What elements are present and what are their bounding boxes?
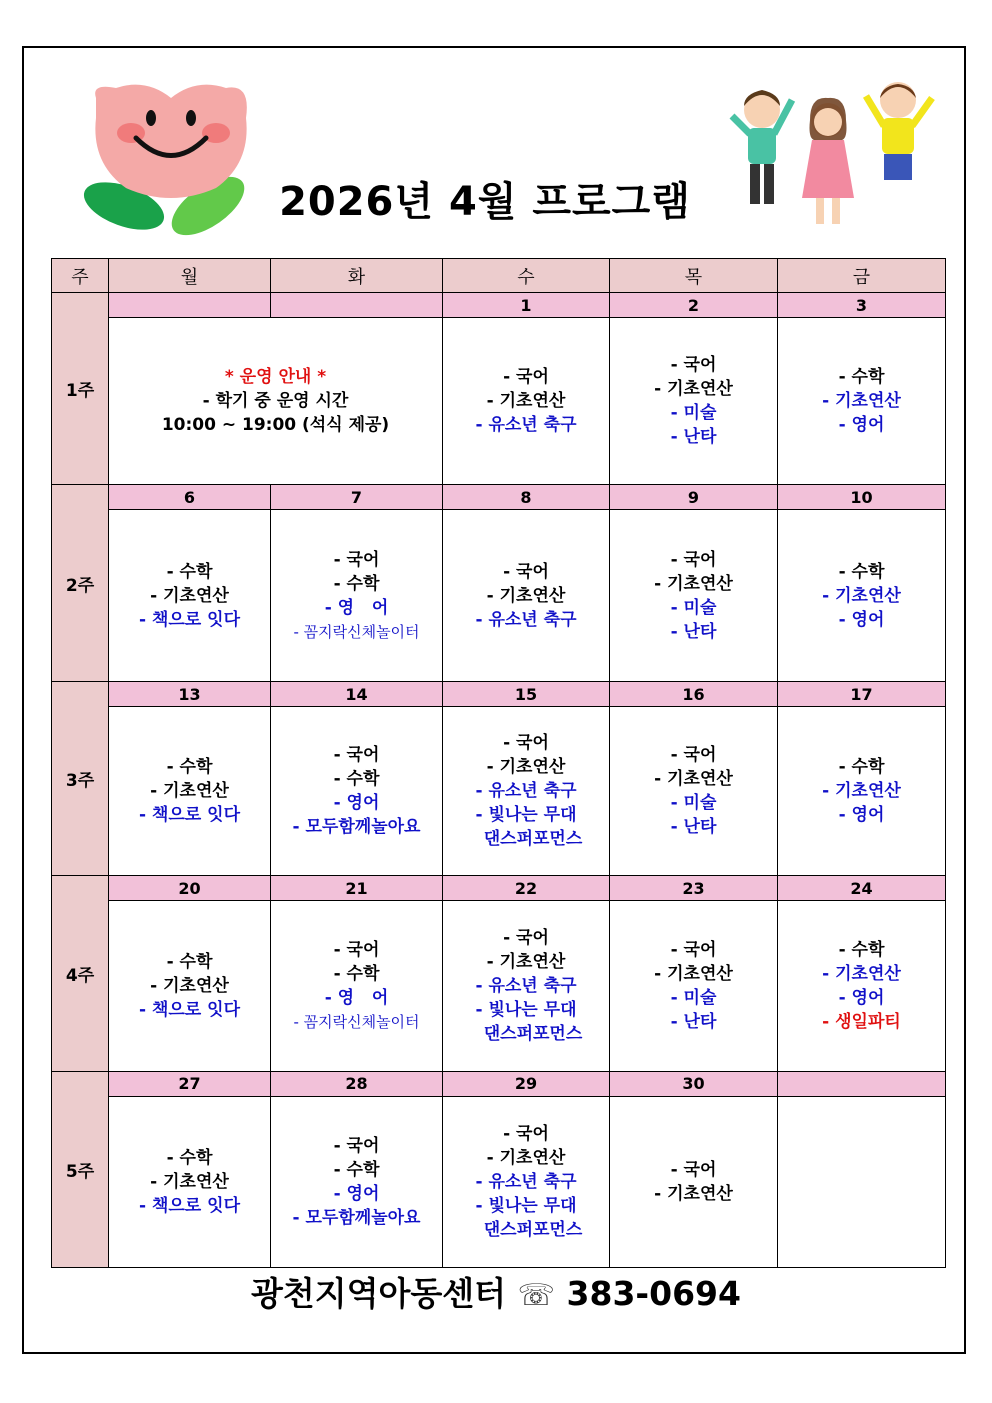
program-cell xyxy=(778,707,946,876)
program-item: - 국어 xyxy=(503,367,549,388)
program-item: - 국어 xyxy=(333,549,380,570)
date-cell: 16 xyxy=(610,682,778,707)
week5-date-row xyxy=(52,1071,946,1096)
program-item: - 유소년 축구 xyxy=(475,1172,577,1193)
week2-date-row xyxy=(52,485,946,510)
program-item: - 모두함께놀아요 xyxy=(292,1208,421,1229)
flower-icon xyxy=(76,78,256,243)
date-cell: 13 xyxy=(109,682,271,707)
program-item: - 미술 xyxy=(670,597,717,618)
program-cell xyxy=(271,1097,443,1268)
program-item: - 국어 xyxy=(333,940,380,960)
program-item: - 국어 xyxy=(670,355,717,376)
program-item: - 기초연산 xyxy=(150,1172,229,1193)
program-item: - 난타 xyxy=(670,817,717,838)
program-item: - 유소년 축구 xyxy=(475,976,577,996)
notice-cell xyxy=(109,318,443,485)
date-cell: 21 xyxy=(271,875,443,900)
date-cell: 14 xyxy=(271,682,443,707)
week1-program-row xyxy=(52,318,946,485)
date-cell: 30 xyxy=(610,1071,778,1096)
header-row xyxy=(52,259,946,293)
program-item: - 책으로 잇다 xyxy=(138,1000,240,1020)
center-name: 광천지역아동센터 xyxy=(251,1274,507,1313)
program-cell xyxy=(610,318,778,485)
program-cell xyxy=(610,1097,778,1268)
date-cell: 2 xyxy=(610,293,778,318)
program-item: - 기초연산 xyxy=(654,769,733,790)
date-cell: 7 xyxy=(271,485,443,510)
program-item: - 모두함께놀아요 xyxy=(292,817,421,838)
program-item: - 영 어 xyxy=(324,597,389,618)
program-item: - 영 어 xyxy=(324,988,389,1008)
date-cell: 29 xyxy=(443,1071,610,1096)
week-label: 3주 xyxy=(52,682,109,876)
program-item: - 기초연산 xyxy=(150,976,229,996)
header-wed: 수 xyxy=(443,259,610,293)
date-cell: 17 xyxy=(778,682,946,707)
date-cell: 1 xyxy=(443,293,610,318)
header-tue: 화 xyxy=(271,259,443,293)
week2-program-row xyxy=(52,510,946,682)
notice-line: 10:00 ~ 19:00 (석식 제공) xyxy=(161,415,390,436)
page-title: 2026년 4월 프로그램 xyxy=(279,179,691,225)
program-item: - 생일파티 xyxy=(822,1012,901,1032)
date-cell xyxy=(778,1071,946,1096)
program-item: - 국어 xyxy=(670,940,717,960)
program-item: - 기초연산 xyxy=(822,781,901,802)
week-label: 2주 xyxy=(52,485,109,682)
date-cell: 6 xyxy=(109,485,271,510)
program-item: - 기초연산 xyxy=(486,952,566,972)
date-cell: 3 xyxy=(778,293,946,318)
week-label: 4주 xyxy=(52,875,109,1071)
program-item: - 수학 xyxy=(166,561,213,582)
date-cell: 28 xyxy=(271,1071,443,1096)
date-cell: 15 xyxy=(443,682,610,707)
program-item: - 국어 xyxy=(670,745,717,766)
program-item: - 영어 xyxy=(838,609,885,630)
program-cell xyxy=(443,1097,610,1268)
program-item: - 책으로 잇다 xyxy=(138,805,240,826)
program-item: - 수학 xyxy=(166,757,213,778)
phone-number: 383-0694 xyxy=(566,1274,741,1313)
footer xyxy=(150,1268,842,1315)
program-cell xyxy=(778,901,946,1072)
program-item: - 기초연산 xyxy=(822,585,901,606)
calendar-table xyxy=(51,258,946,1268)
program-item: 댄스퍼포먼스 xyxy=(483,829,583,850)
program-cell xyxy=(109,510,271,682)
program-cell xyxy=(271,510,443,682)
week4-program-row xyxy=(52,901,946,1072)
header-mon: 월 xyxy=(109,259,271,293)
program-item: - 책으로 잇다 xyxy=(138,609,240,630)
program-item: - 미술 xyxy=(670,988,717,1008)
week4-date-row xyxy=(52,875,946,900)
program-item: - 영어 xyxy=(333,793,380,814)
program-item: - 기초연산 xyxy=(486,1148,566,1169)
program-item: - 유소년 축구 xyxy=(475,781,577,802)
program-item: - 수학 xyxy=(333,769,380,790)
program-item: - 기초연산 xyxy=(486,757,566,778)
program-item: - 영어 xyxy=(838,805,885,826)
header-week: 주 xyxy=(52,259,109,293)
date-cell: 20 xyxy=(109,875,271,900)
date-cell xyxy=(109,293,271,318)
program-item: - 기초연산 xyxy=(654,1184,733,1205)
week5-program-row xyxy=(52,1097,946,1268)
date-cell xyxy=(271,293,443,318)
program-item: - 수학 xyxy=(838,561,885,582)
children-illustration-icon xyxy=(720,78,940,238)
program-item: - 미술 xyxy=(670,793,717,814)
week3-date-row xyxy=(52,682,946,707)
program-item: - 기초연산 xyxy=(486,391,566,412)
week-label: 5주 xyxy=(52,1071,109,1267)
program-cell xyxy=(443,707,610,876)
program-item: - 기초연산 xyxy=(654,573,733,594)
program-item: - 국어 xyxy=(503,1124,549,1145)
program-item: - 기초연산 xyxy=(150,585,229,606)
program-item: - 수학 xyxy=(838,757,885,778)
program-item: - 기초연산 xyxy=(486,585,566,606)
program-cell xyxy=(610,901,778,1072)
program-item: - 책으로 잇다 xyxy=(138,1196,240,1217)
date-cell: 27 xyxy=(109,1071,271,1096)
program-cell xyxy=(778,318,946,485)
date-cell: 8 xyxy=(443,485,610,510)
date-cell: 10 xyxy=(778,485,946,510)
program-item: - 국어 xyxy=(333,1136,380,1157)
header-fri: 금 xyxy=(778,259,946,293)
program-item: - 수학 xyxy=(333,964,380,984)
notice-heading: * 운영 안내 * xyxy=(224,367,327,388)
program-item: - 빛나는 무대 xyxy=(475,1000,577,1020)
program-item: - 유소년 축구 xyxy=(475,415,577,436)
program-cell xyxy=(443,901,610,1072)
program-cell xyxy=(443,510,610,682)
program-item: - 수학 xyxy=(333,1160,380,1181)
program-cell xyxy=(610,510,778,682)
program-item: - 수학 xyxy=(333,573,380,594)
phone-icon: ☏ xyxy=(517,1278,556,1313)
program-item: 댄스퍼포먼스 xyxy=(483,1220,583,1241)
program-item: - 수학 xyxy=(838,367,885,388)
program-item: - 영어 xyxy=(333,1184,380,1205)
program-cell xyxy=(109,707,271,876)
week-label: 1주 xyxy=(52,293,109,485)
program-item: - 기초연산 xyxy=(654,964,733,984)
program-item: - 수학 xyxy=(166,1148,213,1169)
date-cell: 23 xyxy=(610,875,778,900)
program-item: - 유소년 축구 xyxy=(475,609,577,630)
program-item: - 수학 xyxy=(166,952,213,972)
program-cell xyxy=(778,1097,946,1268)
program-item: - 꼼지락신체놀이터 xyxy=(293,622,420,641)
program-cell xyxy=(610,707,778,876)
program-item: - 국어 xyxy=(503,928,549,948)
program-item: - 난타 xyxy=(670,427,717,448)
program-item: - 빛나는 무대 xyxy=(475,1196,577,1217)
program-item: - 기초연산 xyxy=(654,379,733,400)
date-cell: 22 xyxy=(443,875,610,900)
program-item: - 국어 xyxy=(503,733,549,754)
program-item: - 기초연산 xyxy=(822,964,901,984)
week1-date-row xyxy=(52,293,946,318)
program-item: - 기초연산 xyxy=(150,781,229,802)
program-cell xyxy=(778,510,946,682)
program-item: - 난타 xyxy=(670,1012,717,1032)
program-item: - 미술 xyxy=(670,403,717,424)
program-item: - 영어 xyxy=(838,988,885,1008)
program-item: - 난타 xyxy=(670,621,717,642)
date-cell: 24 xyxy=(778,875,946,900)
program-cell xyxy=(109,901,271,1072)
program-cell xyxy=(443,318,610,485)
program-item: - 국어 xyxy=(503,561,549,582)
program-item: - 수학 xyxy=(838,940,885,960)
program-item: - 빛나는 무대 xyxy=(475,805,577,826)
notice-line: - 학기 중 운영 시간 xyxy=(202,391,349,412)
date-cell: 9 xyxy=(610,485,778,510)
header-thu: 목 xyxy=(610,259,778,293)
program-item: - 국어 xyxy=(333,745,380,766)
week3-program-row xyxy=(52,707,946,876)
program-cell xyxy=(271,707,443,876)
program-item: - 국어 xyxy=(670,549,717,570)
program-item: - 꼼지락신체놀이터 xyxy=(293,1013,420,1031)
program-cell xyxy=(109,1097,271,1268)
program-item: - 국어 xyxy=(670,1160,717,1181)
program-cell xyxy=(271,901,443,1072)
program-item: - 기초연산 xyxy=(822,391,901,412)
program-item: 댄스퍼포먼스 xyxy=(483,1024,583,1044)
program-item: - 영어 xyxy=(838,415,885,436)
